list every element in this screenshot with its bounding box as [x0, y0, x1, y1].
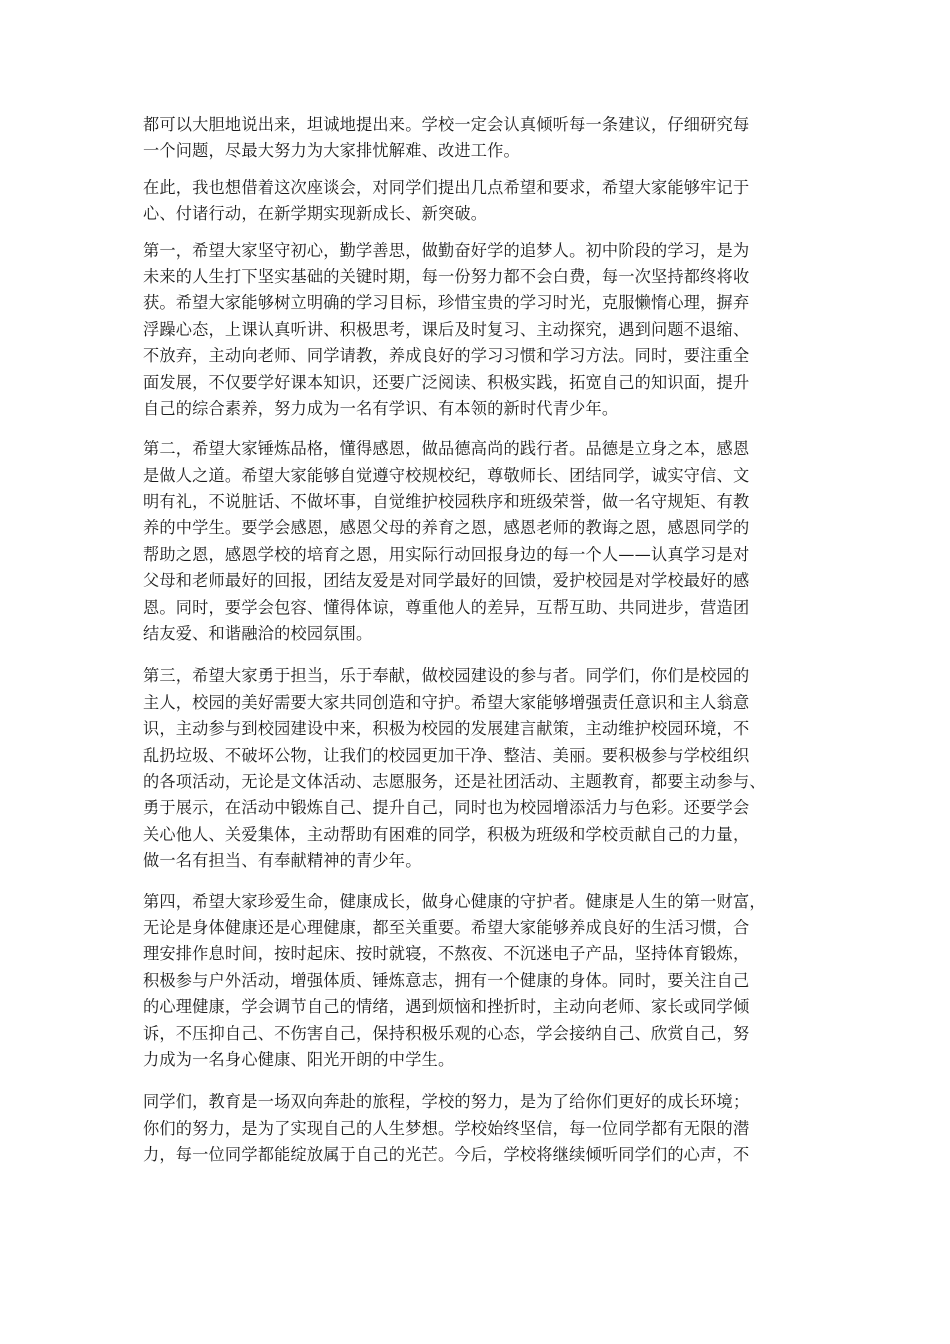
text-line: 一个问题，尽最大努力为大家排忧解难、改进工作。 — [143, 141, 520, 161]
text-line: 理安排作息时间，按时起床、按时就寝，不熬夜、不沉迷电子产品，坚持体育锻炼， — [143, 944, 750, 964]
text-line: 的各项活动，无论是文体活动、志愿服务，还是社团活动、主题教育，都要主动参与、 — [143, 771, 766, 791]
text-line: 关心他人、关爱集体，主动帮助有困难的同学，积极为班级和学校贡献自己的力量， — [143, 824, 750, 844]
text-line: 结友爱、和谐融洽的校园氛围。 — [143, 624, 373, 644]
text-line: 无论是身体健康还是心理健康，都至关重要。希望大家能够养成良好的生活习惯，合 — [143, 917, 750, 937]
paragraph-4 — [143, 436, 815, 647]
text-line: 养的中学生。要学会感恩，感恩父母的养育之恩，感恩老师的教诲之恩，感恩同学的 — [143, 518, 750, 538]
text-line: 勇于展示，在活动中锻炼自己、提升自己，同时也为校园增添活力与色彩。还要学会 — [143, 798, 750, 818]
text-line: 都可以大胆地说出来，坦诚地提出来。学校一定会认真倾听每一条建议，仔细研究每 — [143, 115, 750, 134]
text-line: 力，每一位同学都能绽放属于自己的光芒。今后，学校将继续倾听同学们的心声，不 — [143, 1145, 750, 1165]
document-body — [143, 112, 815, 1168]
text-line: 第一，希望大家坚守初心，勤学善思，做勤奋好学的追梦人。初中阶段的学习，是为 — [143, 240, 750, 260]
text-line: 你们的努力，是为了实现自己的人生梦想。学校始终坚信，每一位同学都有无限的潜 — [143, 1118, 750, 1138]
text-line: 在此，我也想借着这次座谈会，对同学们提出几点希望和要求，希望大家能够牢记于 — [143, 177, 750, 197]
text-line: 帮助之恩，感恩学校的培育之恩，用实际行动回报身边的每一个人——认真学习是对 — [143, 544, 750, 564]
paragraph-1 — [143, 112, 815, 165]
text-line: 浮躁心态，上课认真听讲、积极思考，课后及时复习、主动探究，遇到问题不退缩、 — [143, 319, 750, 339]
text-line: 第四，希望大家珍爱生命，健康成长，做身心健康的守护者。健康是人生的第一财富， — [143, 891, 766, 911]
text-line: 是做人之道。希望大家能够自觉遵守校规校纪，尊敬师长、团结同学，诚实守信、文 — [143, 465, 750, 485]
text-line: 不放弃，主动向老师、同学请教，养成良好的学习习惯和学习方法。同时，要注重全 — [143, 346, 750, 366]
text-line: 识，主动参与到校园建设中来，积极为校园的发展建言献策，主动维护校园环境，不 — [143, 719, 750, 739]
text-line: 力成为一名身心健康、阳光开朗的中学生。 — [143, 1049, 455, 1069]
text-line: 做一名有担当、有奉献精神的青少年。 — [143, 851, 422, 871]
text-line: 未来的人生打下坚实基础的关键时期，每一份努力都不会白费，每一次坚持都终将收 — [143, 266, 750, 286]
text-line: 乱扔垃圾、不破坏公物，让我们的校园更加干净、整洁、美丽。要积极参与学校组织 — [143, 745, 750, 765]
paragraph-6 — [143, 889, 815, 1074]
text-line: 自己的综合素养，努力成为一名有学识、有本领的新时代青少年。 — [143, 398, 619, 418]
text-line: 恩。同时，要学会包容、懂得体谅，尊重他人的差异，互帮互助、共同进步，营造团 — [143, 597, 750, 617]
text-line: 诉，不压抑自己、不伤害自己，保持积极乐观的心态，学会接纳自己、欣赏自己，努 — [143, 1023, 750, 1043]
paragraph-7 — [143, 1089, 815, 1168]
text-line: 同学们，教育是一场双向奔赴的旅程，学校的努力，是为了给你们更好的成长环境； — [143, 1092, 750, 1112]
text-line: 心、付诸行动，在新学期实现新成长、新突破。 — [143, 204, 488, 224]
text-line: 的心理健康，学会调节自己的情绪，遇到烦恼和挫折时，主动向老师、家长或同学倾 — [143, 997, 750, 1017]
paragraph-2 — [143, 175, 815, 228]
text-line: 明有礼，不说脏话、不做坏事，自觉维护校园秩序和班级荣誉，做一名守规矩、有教 — [143, 492, 750, 512]
text-line: 获。希望大家能够树立明确的学习目标，珍惜宝贵的学习时光，克服懒惰心理，摒弃 — [143, 293, 750, 313]
text-line: 主人，校园的美好需要大家共同创造和守护。希望大家能够增强责任意识和主人翁意 — [143, 692, 750, 712]
text-line: 面发展，不仅要学好课本知识，还要广泛阅读、积极实践，拓宽自己的知识面，提升 — [143, 372, 750, 392]
text-line: 父母和老师最好的回报，团结友爱是对同学最好的回馈，爱护校园是对学校最好的感 — [143, 571, 750, 591]
text-line: 第三，希望大家勇于担当，乐于奉献，做校园建设的参与者。同学们，你们是校园的 — [143, 666, 750, 686]
text-line: 第二，希望大家锤炼品格，懂得感恩，做品德高尚的践行者。品德是立身之本，感恩 — [143, 439, 750, 459]
text-line: 积极参与户外活动，增强体质、锤炼意志，拥有一个健康的身体。同时，要关注自己 — [143, 970, 750, 990]
paragraph-5 — [143, 663, 815, 874]
paragraph-3 — [143, 238, 815, 423]
